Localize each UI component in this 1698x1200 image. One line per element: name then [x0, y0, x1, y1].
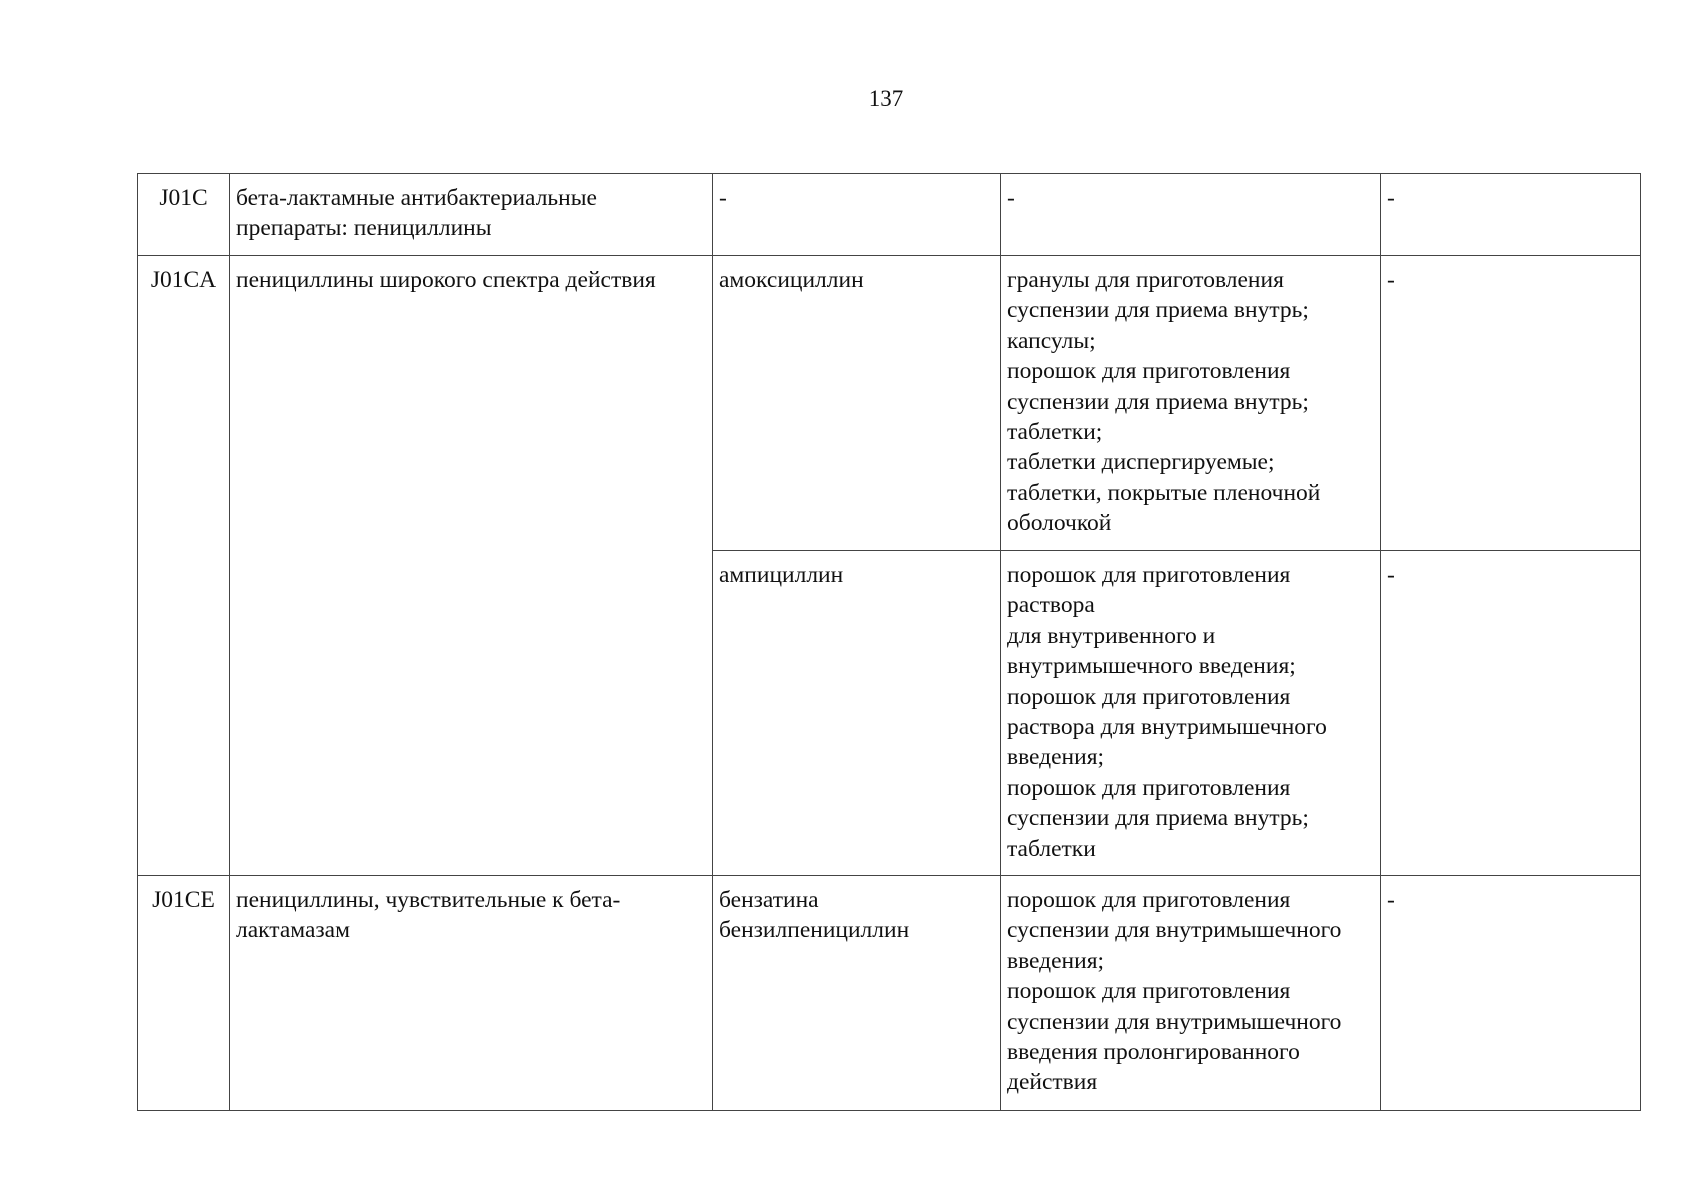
extra-cell: - — [1381, 174, 1641, 256]
drug-name-cell: ампициллин — [713, 551, 1001, 876]
dosage-form-line: порошок для приготовления раствора — [1007, 562, 1291, 619]
group-name-cell: бета-лактамные антибактериальные препараты: пенициллины — [230, 174, 713, 256]
dosage-form-line: таблетки диспергируемые; — [1007, 449, 1275, 476]
group-name-cell: пенициллины, чувствительные к бета-лактамазам — [230, 876, 713, 1111]
dosage-form-line: капсулы; — [1007, 327, 1096, 354]
dosage-form-line: таблетки — [1007, 835, 1096, 862]
group-name-cell: пенициллины широкого спектра действия — [230, 256, 713, 876]
dosage-form-line: - — [1007, 185, 1015, 211]
dosage-form-line: для внутривенного и внутримышечного введения; — [1007, 622, 1296, 680]
extra-cell: - — [1381, 551, 1641, 876]
drug-name-cell: - — [713, 174, 1001, 256]
dosage-forms-cell — [1001, 551, 1381, 876]
dosage-forms-cell — [1001, 876, 1381, 1111]
extra-cell: - — [1381, 876, 1641, 1111]
dosage-form-line: порошок для приготовления суспензии для внутримышечного введения пролонгированного действия — [1007, 978, 1342, 1096]
dosage-form-line: порошок для приготовления раствора для внутримышечного введения; — [1007, 683, 1327, 771]
table-row — [138, 174, 1641, 256]
table-row — [138, 876, 1641, 1111]
atc-code-cell: J01CE — [138, 876, 230, 1111]
drug-classification-table — [137, 173, 1641, 1111]
drug-name-cell: амоксициллин — [713, 256, 1001, 551]
dosage-form-line: порошок для приготовления суспензии для приема внутрь; — [1007, 358, 1309, 415]
drug-name-cell: бензатина бензилпенициллин — [713, 876, 1001, 1111]
dosage-form-line: порошок для приготовления суспензии для приема внутрь; — [1007, 774, 1309, 832]
dosage-form-line: таблетки; — [1007, 419, 1103, 446]
table-row — [138, 256, 1641, 551]
atc-code-cell: J01C — [138, 174, 230, 256]
dosage-forms-cell — [1001, 256, 1381, 551]
dosage-form-line: таблетки, покрытые пленочной оболочкой — [1007, 479, 1321, 537]
dosage-forms-cell — [1001, 174, 1381, 256]
extra-cell: - — [1381, 256, 1641, 551]
page-number: 137 — [868, 86, 904, 111]
dosage-form-line: гранулы для приготовления суспензии для приема внутрь; — [1007, 267, 1309, 324]
dosage-form-line: порошок для приготовления суспензии для внутримышечного введения; — [1007, 887, 1342, 974]
atc-code-cell: J01CA — [138, 256, 230, 876]
